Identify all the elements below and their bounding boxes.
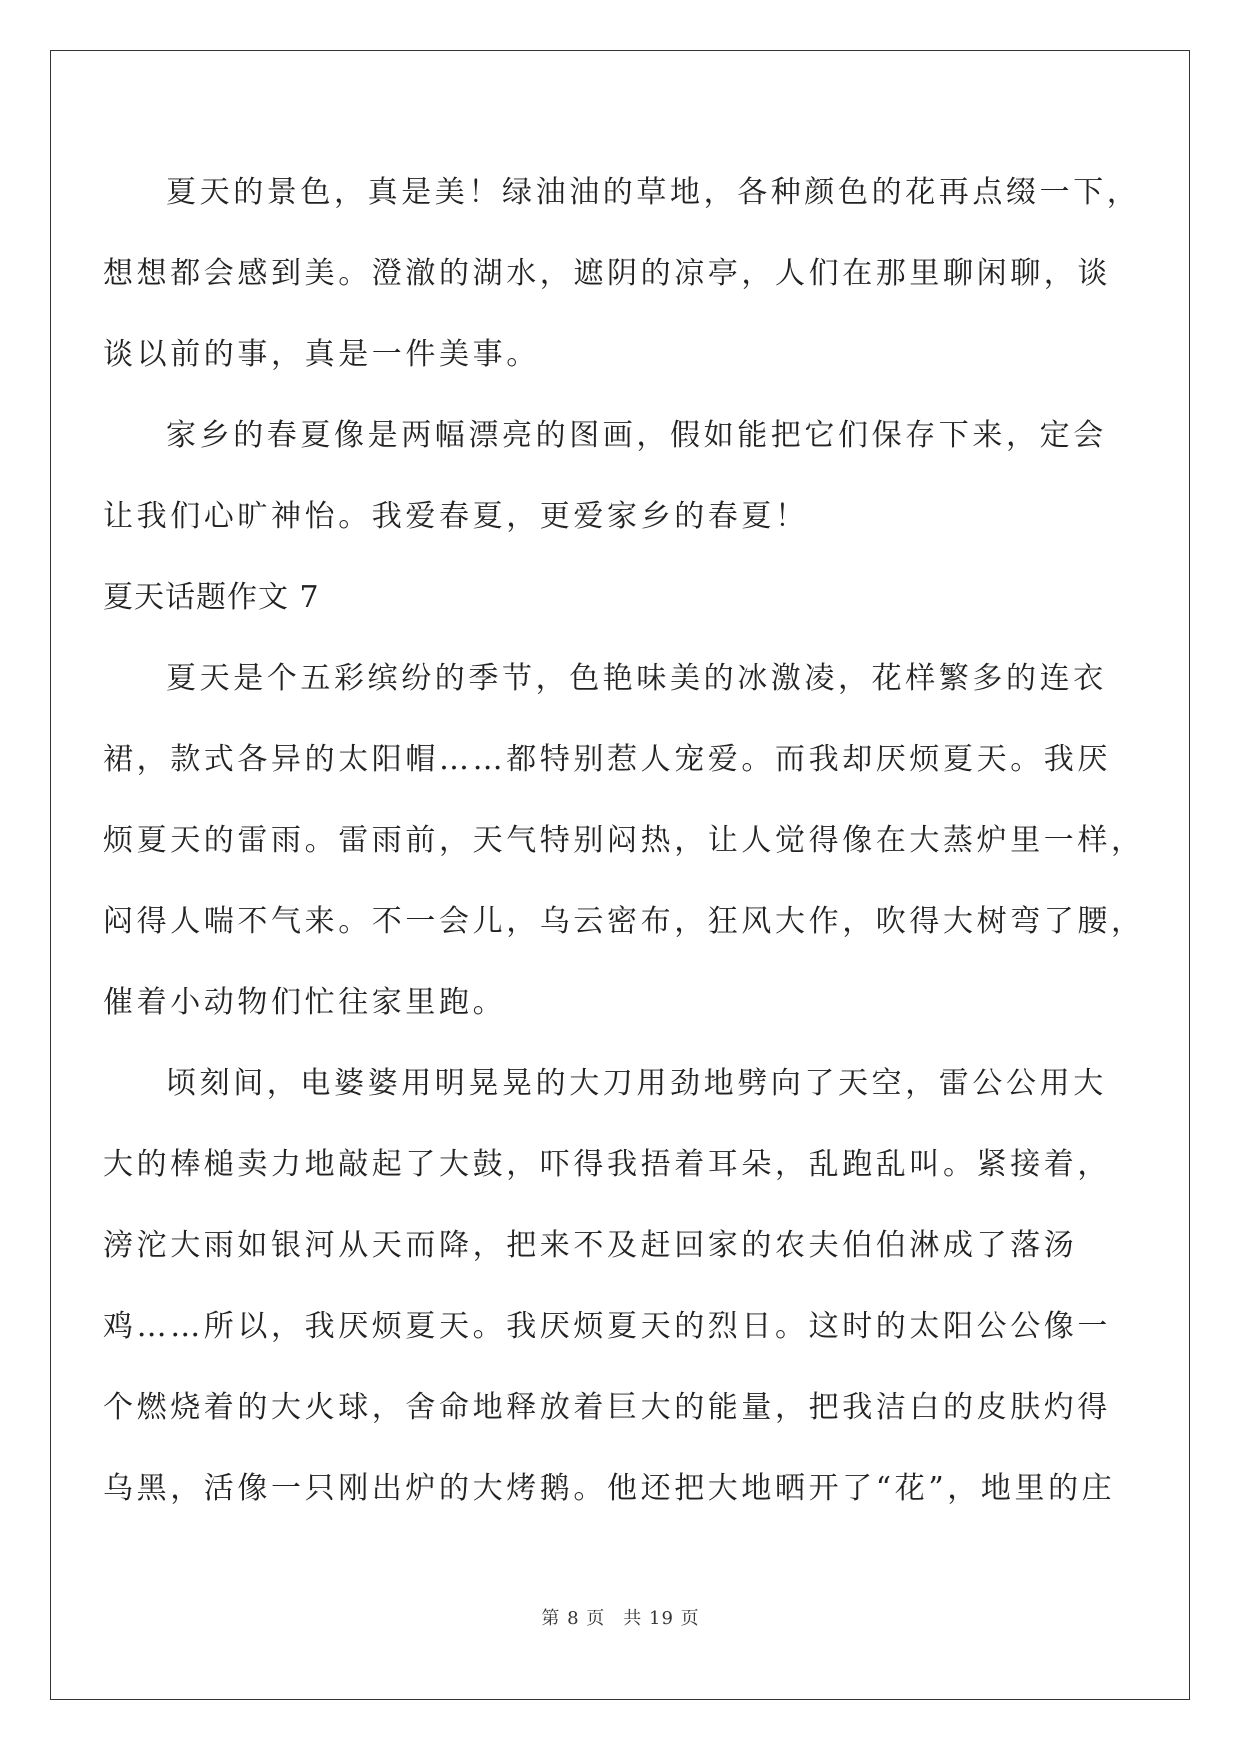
text-line: 催着小动物们忙往家里跑。	[103, 985, 507, 1020]
text-line: 让我们心旷神怡。我爱春夏，更爱家乡的春夏！	[103, 499, 809, 534]
text-line: 大的棒槌卖力地敲起了大鼓，吓得我捂着耳朵，乱跑乱叫。紧接着，	[103, 1147, 1111, 1182]
text-line: 鸡……所以，我厌烦夏天。我厌烦夏天的烈日。这时的太阳公公像一	[103, 1309, 1111, 1344]
text-line: 闷得人喘不气来。不一会儿，乌云密布，狂风大作，吹得大树弯了腰，	[103, 904, 1145, 939]
text-line: 个燃烧着的大火球，舍命地释放着巨大的能量，把我洁白的皮肤灼得	[103, 1390, 1111, 1425]
text-line: 乌黑，活像一只刚出炉的大烤鹅。他还把大地晒开了“花”，地里的庄	[103, 1471, 1116, 1506]
text-line: 想想都会感到美。澄澈的湖水，遮阴的凉亭，人们在那里聊闲聊，谈	[103, 256, 1111, 291]
document-body	[103, 152, 1145, 1529]
text-line: 滂沱大雨如银河从天而降，把来不及赶回家的农夫伯伯淋成了落汤	[103, 1228, 1078, 1263]
page-number: 第 8 页	[541, 1608, 606, 1629]
text-line: 烦夏天的雷雨。雷雨前，天气特别闷热，让人觉得像在大蒸炉里一样，	[103, 823, 1145, 858]
text-line: 谈以前的事，真是一件美事。	[103, 337, 540, 372]
section-heading: 夏天话题作文 7	[103, 580, 320, 615]
page-total: 共 19 页	[623, 1608, 700, 1629]
text-line: 夏天的景色，真是美！绿油油的草地，各种颜色的花再点缀一下，	[166, 175, 1141, 210]
text-line: 夏天是个五彩缤纷的季节，色艳味美的冰激凌，花样繁多的连衣	[166, 661, 1107, 696]
text-line: 裙，款式各异的太阳帽……都特别惹人宠爱。而我却厌烦夏天。我厌	[103, 742, 1111, 777]
text-line: 顷刻间，电婆婆用明晃晃的大刀用劲地劈向了天空，雷公公用大	[166, 1066, 1107, 1101]
text-line: 家乡的春夏像是两幅漂亮的图画，假如能把它们保存下来，定会	[166, 418, 1107, 453]
page-footer	[0, 1604, 1241, 1630]
